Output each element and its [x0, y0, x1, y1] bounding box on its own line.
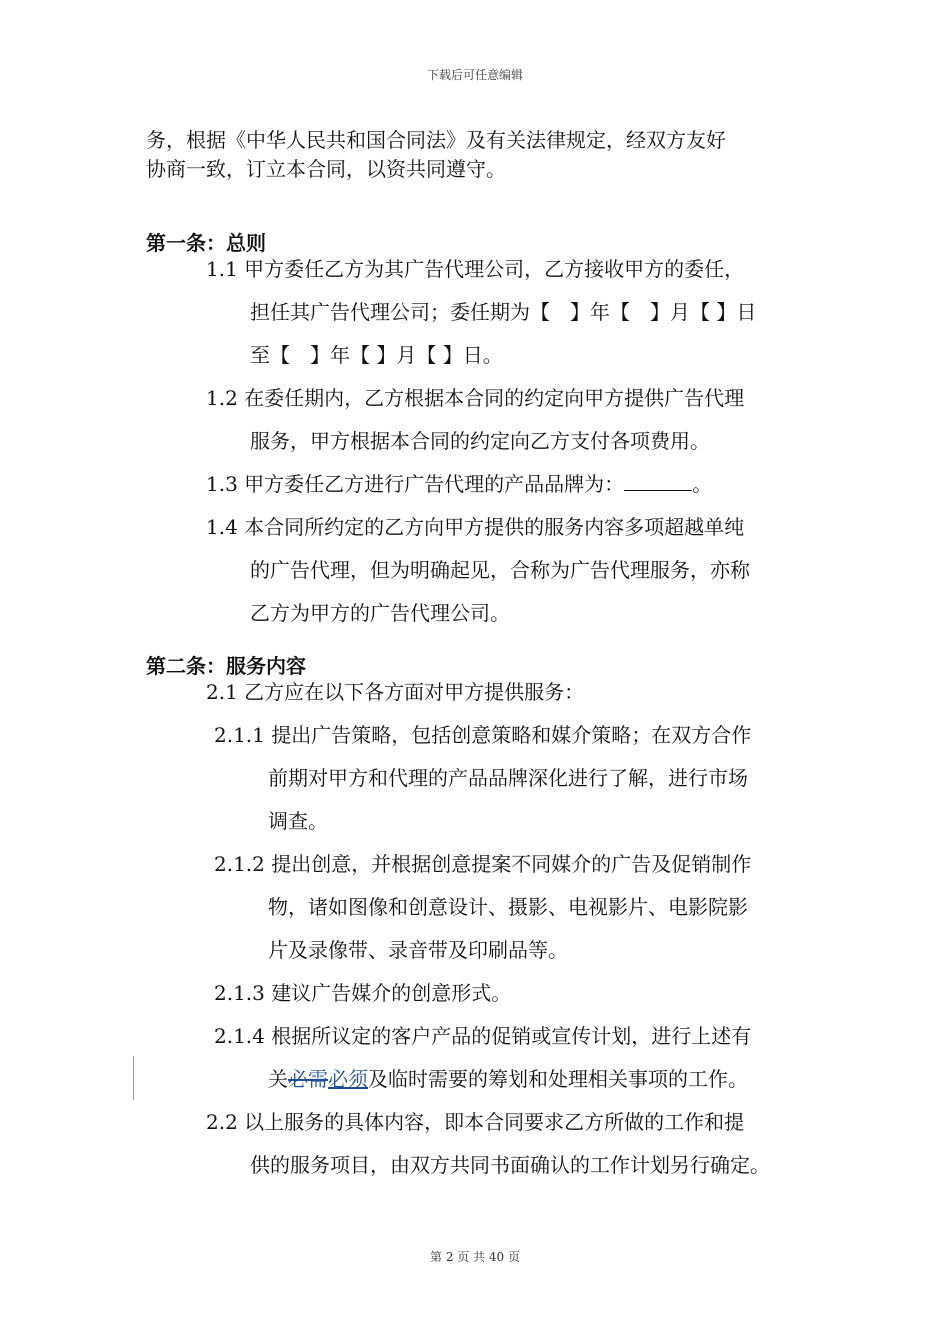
intro-line-1: 务，根据《中华人民共和国合同法》及有关法律规定，经双方友好 [146, 128, 726, 152]
article-2-title: 第二条：服务内容 [146, 654, 306, 678]
page-header: 下载后可任意编辑 [426, 68, 523, 82]
document-body [146, 126, 826, 1187]
clause-2-1-1 [214, 714, 826, 843]
article-1-title: 第一条：总则 [146, 231, 266, 255]
clause-1-1-line-1: 1.1 甲方委任乙方为其广告代理公司，乙方接收甲方的委任， [206, 257, 745, 281]
clause-1-3-text: 1.3 甲方委任乙方进行广告代理的产品品牌为： [206, 472, 625, 496]
clause-2-1-2-line-3: 片及录像带、录音带及印刷品等。 [268, 938, 568, 962]
clause-2-2-line-2: 供的服务项目，由双方共同书面确认的工作计划另行确定。 [250, 1153, 770, 1177]
clause-1-3-line [206, 463, 826, 506]
line-text-post: 及临时需要的筹划和处理相关事项的工作。 [368, 1067, 748, 1091]
clause-2-1 [206, 671, 826, 714]
clause-2-1-3-line-1: 2.1.3 建议广告媒介的创意形式。 [214, 981, 512, 1005]
clause-1-1-line-2: 担任其广告代理公司；委任期为【 】年【 】月【 】日 [250, 300, 757, 324]
clause-1-4-line-2: 的广告代理，但为明确起见，合称为广告代理服务，亦称 [250, 558, 750, 582]
clause-1-4-line-1: 1.4 本合同所约定的乙方向甲方提供的服务内容多项超越单纯 [206, 515, 745, 539]
clause-1-2-line-2: 服务，甲方根据本合同的约定向乙方支付各项费用。 [250, 429, 710, 453]
tracked-deletion: 必需 [288, 1067, 328, 1091]
clause-2-1-1-line-1: 2.1.1 提出广告策略，包括创意策略和媒介策略；在双方合作 [214, 723, 752, 747]
clause-2-1-2 [214, 843, 826, 972]
clause-2-1-4-line-2 [268, 1058, 826, 1101]
blank-fill-line [624, 472, 692, 491]
clause-2-1-2-line-2: 物，诸如图像和创意设计、摄影、电视影片、电影院影 [268, 895, 748, 919]
intro-paragraph [146, 126, 826, 184]
clause-1-3-end: 。 [692, 472, 713, 496]
clause-2-1-3 [214, 972, 826, 1015]
clause-2-1-2-line-1: 2.1.2 提出创意，并根据创意提案不同媒介的广告及促销制作 [214, 852, 752, 876]
clause-1-1 [206, 248, 826, 377]
clause-1-1-line-3: 至【 】年【 】月【 】日。 [250, 343, 503, 367]
clause-2-2 [206, 1101, 826, 1187]
line-text-pre: 关 [268, 1067, 288, 1091]
tracked-insertion: 必须 [328, 1067, 368, 1091]
clause-2-1-line-1: 2.1 乙方应在以下各方面对甲方提供服务： [206, 680, 585, 704]
intro-line-2: 协商一致，订立本合同，以资共同遵守。 [146, 157, 506, 181]
clause-2-1-1-line-2: 前期对甲方和代理的产品品牌深化进行了解，进行市场 [268, 766, 748, 790]
clause-1-4 [206, 506, 826, 635]
clause-2-2-line-1: 2.2 以上服务的具体内容，即本合同要求乙方所做的工作和提 [206, 1110, 745, 1134]
clause-2-1-1-line-3: 调查。 [268, 809, 328, 833]
clause-1-3 [206, 463, 826, 506]
clause-1-4-line-3: 乙方为甲方的广告代理公司。 [250, 601, 510, 625]
revision-change-bar [133, 1056, 134, 1100]
clause-2-1-4-line-1: 2.1.4 根据所议定的客户产品的促销或宣传计划，进行上述有 [214, 1024, 752, 1048]
clause-1-2 [206, 377, 826, 463]
clause-1-2-line-1: 1.2 在委任期内，乙方根据本合同的约定向甲方提供广告代理 [206, 386, 745, 410]
page-footer: 第 2 页 共 40 页 [430, 1250, 520, 1264]
clause-2-1-4 [214, 1015, 826, 1101]
